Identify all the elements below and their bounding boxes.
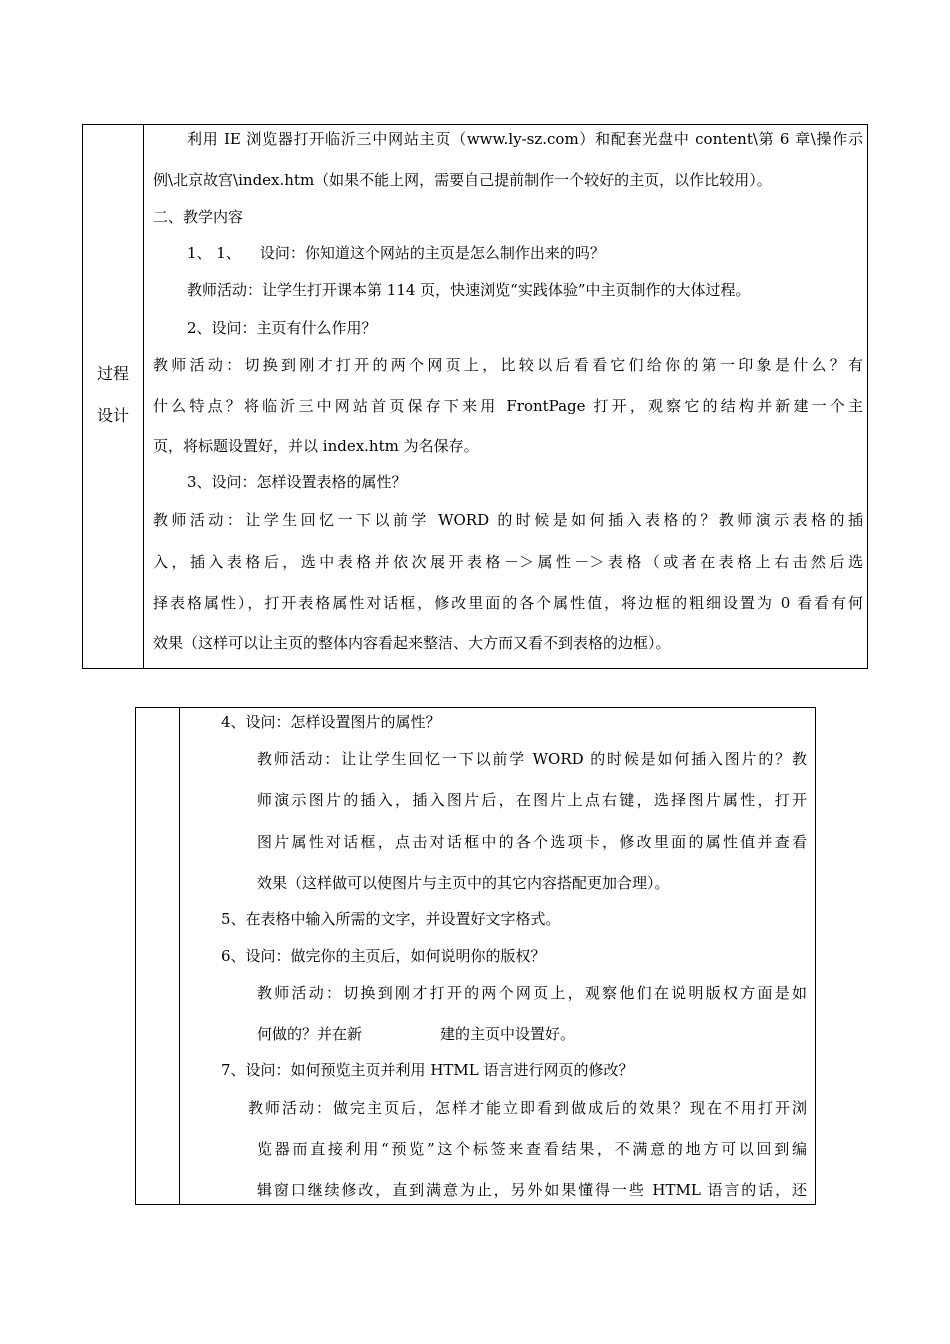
empty-label-cell [136, 708, 180, 1204]
text-line: 辑窗口继续修改，直到满意为止，另外如果懂得一些 HTML 语言的话，还 [257, 1181, 807, 1199]
section-heading: 二、教学内容 [153, 208, 244, 226]
text-line: 教师活动：让学生打开课本第 114 页，快速浏览“实践体验”中主页制作的大体过程。 [187, 281, 751, 299]
text-line: 览器而直接利用“预览”这个标签来查看结果，不满意的地方可以回到编 [257, 1140, 807, 1158]
content-cell [144, 125, 867, 668]
text-line: 5、在表格中输入所需的文字，并设置好文字格式。 [221, 910, 561, 928]
text-line: 何做的？并在新 [257, 1025, 363, 1043]
text-line: 6、设问：做完你的主页后，如何说明你的版权？ [221, 947, 546, 965]
text-line: 建的主页中设置好。 [440, 1025, 576, 1043]
process-design-table [82, 124, 868, 669]
text-line: 教师活动：让学生回忆一下以前学 WORD 的时候是如何插入表格的？教师演示表格的插 [153, 511, 863, 529]
text-line: 教师活动：让让学生回忆一下以前学 WORD 的时候是如何插入图片的？教 [257, 750, 807, 768]
text-line: 1、 1、 设问：你知道这个网站的主页是怎么制作出来的吗？ [187, 244, 605, 262]
text-line: 利用 IE 浏览器打开临沂三中网站主页（www.ly-sz.com）和配套光盘中 content\第 6 章\操作示 [187, 130, 863, 148]
content-cell [180, 708, 815, 1204]
text-line: 3、设问：怎样设置表格的属性？ [187, 473, 407, 491]
text-line: 教师活动：切换到刚才打开的两个网页上，比较以后看看它们给你的第一印象是什么？有 [153, 356, 863, 374]
label-line-2: 设计 [96, 406, 129, 425]
text-line: 什么特点？将临沂三中网站首页保存下来用 FrontPage 打开，观察它的结构并新建一个主 [153, 397, 863, 415]
text-line: 教师活动：做完主页后，怎样才能立即看到做成后的效果？现在不用打开浏 [248, 1099, 807, 1117]
continuation-table [135, 707, 816, 1205]
text-line: 图片属性对话框，点击对话框中的各个选项卡，修改里面的属性值并查看 [257, 833, 807, 851]
text-line: 例\北京故宫\index.htm（如果不能上网，需要自己提前制作一个较好的主页，以作比较用）。 [153, 171, 772, 189]
text-line: 择表格属性），打开表格属性对话框，修改里面的各个属性值，将边框的粗细设置为 0 看看有何 [153, 594, 863, 612]
label-line-1: 过程 [96, 364, 129, 383]
text-line: 2、设问：主页有什么作用？ [187, 319, 377, 337]
text-line: 效果（这样可以让主页的整体内容看起来整洁、大方而又看不到表格的边框）。 [153, 634, 671, 652]
text-line: 教师活动：切换到刚才打开的两个网页上，观察他们在说明版权方面是如 [257, 984, 807, 1002]
label-cell [83, 125, 144, 668]
text-line: 入，插入表格后，选中表格并依次展开表格－＞属性－＞表格（或者在表格上右击然后选 [153, 553, 863, 571]
text-line: 页，将标题设置好，并以 index.htm 为名保存。 [153, 437, 479, 455]
text-line: 7、设问：如何预览主页并利用 HTML 语言进行网页的修改？ [221, 1061, 634, 1079]
text-line: 效果（这样做可以使图片与主页中的其它内容搭配更加合理）。 [257, 874, 670, 892]
text-line: 4、设问：怎样设置图片的属性？ [221, 713, 441, 731]
text-line: 师演示图片的插入，插入图片后，在图片上点右键，选择图片属性，打开 [257, 791, 807, 809]
